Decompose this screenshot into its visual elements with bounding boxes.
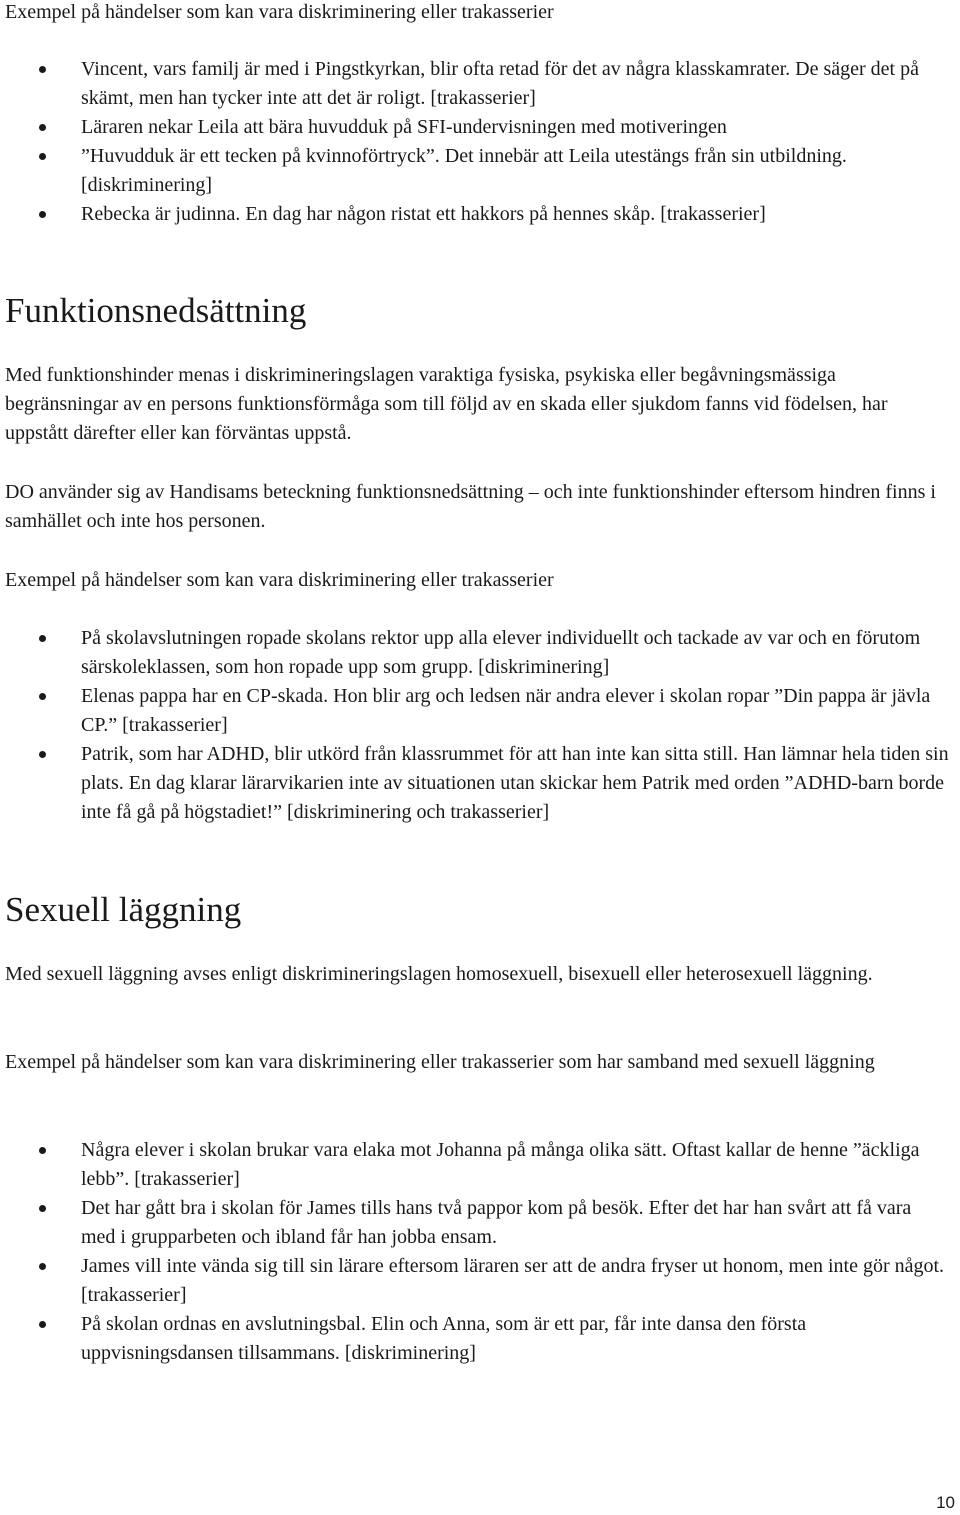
- bullet-icon: [39, 66, 46, 73]
- list-item: På skolan ordnas en avslutningsbal. Elin och Anna, som är ett par, får inte dansa den första uppvisningsdansen tillsammans. [diskriminering]: [0, 1310, 950, 1368]
- examples-intro: Exempel på händelser som kan vara diskriminering eller trakasserier som har samband med sexuell läggning: [5, 1051, 875, 1073]
- bullet-icon: [39, 1321, 46, 1328]
- list-item: Det har gått bra i skolan för James tills hans två pappor kom på besök. Efter det har han svårt att få vara med i grupparbeten och ibland får han jobba ensam.: [0, 1194, 950, 1252]
- section-heading: Sexuell läggning: [5, 890, 242, 929]
- examples-list: [0, 624, 950, 827]
- definition-paragraph: Med sexuell läggning avses enligt diskrimineringslagen homosexuell, bisexuell eller heterosexuell läggning.: [5, 963, 873, 985]
- bullet-icon: [39, 124, 46, 131]
- list-item: James vill inte vända sig till sin lärare eftersom läraren ser att de andra fryser ut honom, men inte gör något. [trakasserier]: [0, 1252, 950, 1310]
- examples-intro: Exempel på händelser som kan vara diskriminering eller trakasserier: [5, 1, 554, 23]
- bullet-icon: [39, 211, 46, 218]
- list-item: Några elever i skolan brukar vara elaka mot Johanna på många olika sätt. Oftast kallar de henne ”äckliga lebb”. [trakasserier]: [0, 1136, 950, 1194]
- bullet-icon: [39, 635, 46, 642]
- examples-list: [0, 1136, 950, 1368]
- note-paragraph: DO använder sig av Handisams beteckning funktionsnedsättning – och inte funktionshinder eftersom hindren finns i samhället och inte hos personen.: [5, 481, 936, 532]
- list-item: Läraren nekar Leila att bära huvudduk på SFI-undervisningen med motiveringen: [0, 113, 950, 142]
- definition-paragraph: Med funktionshinder menas i diskrimineringslagen varaktiga fysiska, psykiska eller begåvningsmässiga begränsningar av en persons funktionsförmåga som till följd av en skada eller sjukdom fanns vid födelsen, har uppstått därefter eller kan förväntas uppstå.: [5, 364, 888, 444]
- examples-intro: Exempel på händelser som kan vara diskriminering eller trakasserier: [5, 569, 554, 591]
- bullet-icon: [39, 1147, 46, 1154]
- bullet-icon: [39, 693, 46, 700]
- list-item: Vincent, vars familj är med i Pingstkyrkan, blir ofta retad för det av några klasskamrater. De säger det på skämt, men han tycker inte att det är roligt. [trakasserier]: [0, 55, 950, 113]
- list-item: Rebecka är judinna. En dag har någon ristat ett hakkors på hennes skåp. [trakasserier]: [0, 200, 950, 229]
- page-number: 10: [936, 1493, 955, 1512]
- list-item: Elenas pappa har en CP-skada. Hon blir arg och ledsen när andra elever i skolan ropar ”Din pappa är jävla CP.” [trakasserier]: [0, 682, 950, 740]
- bullet-icon: [39, 751, 46, 758]
- list-item: På skolavslutningen ropade skolans rektor upp alla elever individuellt och tackade av var och en förutom särskoleklassen, som hon ropade upp som grupp. [diskriminering]: [0, 624, 950, 682]
- section-heading: Funktionsnedsättning: [5, 291, 307, 330]
- list-item: Patrik, som har ADHD, blir utkörd från klassrummet för att han inte kan sitta still. Han lämnar hela tiden sin plats. En dag klarar lärarvikarien inte av situationen utan skickar hem Patrik med orden ”ADHD-barn borde inte få gå på högstadiet!” [diskriminering och trakasserier]: [0, 740, 950, 827]
- bullet-icon: [39, 1263, 46, 1270]
- examples-list: [0, 55, 950, 229]
- bullet-icon: [39, 153, 46, 160]
- list-item: ”Huvudduk är ett tecken på kvinnoförtryck”. Det innebär att Leila utestängs från sin utbildning. [diskriminering]: [0, 142, 950, 200]
- bullet-icon: [39, 1205, 46, 1212]
